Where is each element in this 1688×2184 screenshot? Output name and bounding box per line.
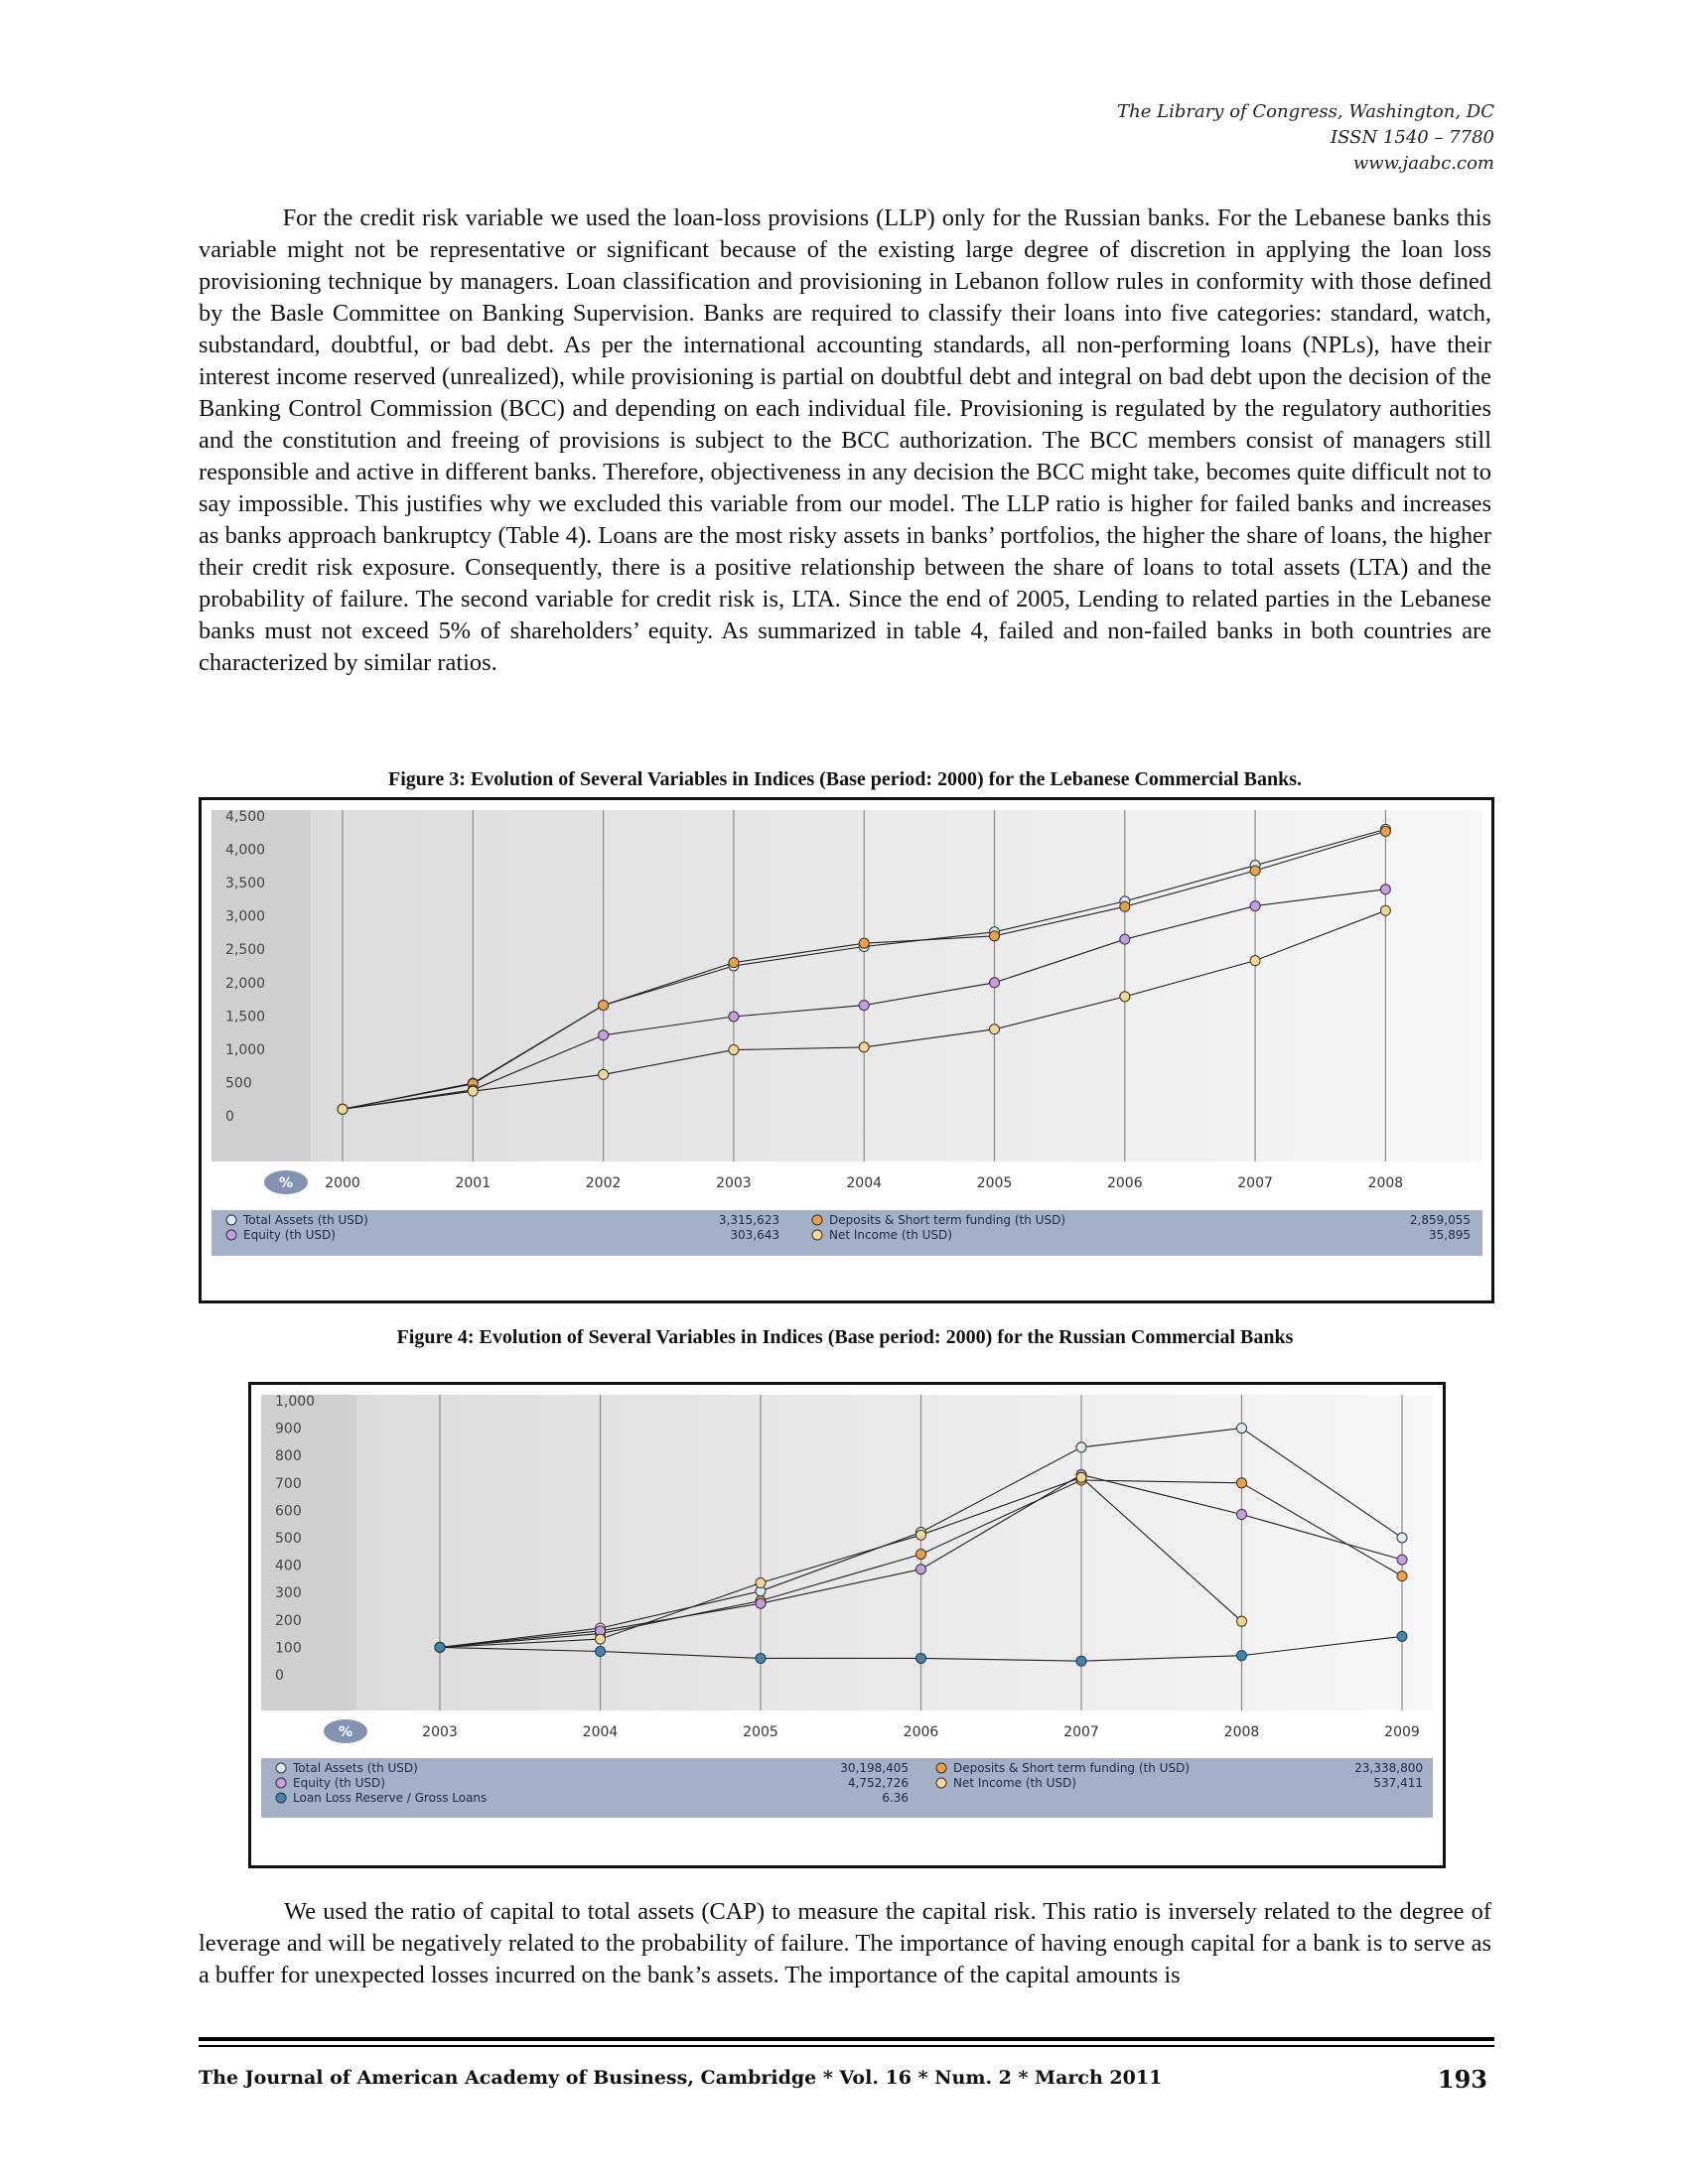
x-tick-label: 2002 bbox=[585, 1175, 622, 1191]
data-point-1 bbox=[859, 938, 869, 948]
journal-masthead bbox=[1117, 99, 1494, 177]
data-point-4 bbox=[1397, 1631, 1407, 1641]
figure-4-chart-frame bbox=[248, 1382, 1446, 1868]
data-point-3 bbox=[859, 1042, 869, 1052]
legend-value-3: 35,895 bbox=[1429, 1228, 1471, 1242]
legend-value-4: 6.36 bbox=[882, 1791, 909, 1805]
legend-label-2: Equity (th USD) bbox=[243, 1228, 336, 1242]
legend-swatch-0 bbox=[276, 1763, 286, 1773]
footer-rule-thin bbox=[199, 2045, 1494, 2047]
y-tick-label: 600 bbox=[275, 1503, 302, 1520]
figure-3-chart-frame bbox=[199, 797, 1494, 1303]
legend-swatch-3 bbox=[936, 1778, 946, 1788]
data-point-3 bbox=[1237, 1616, 1247, 1626]
x-tick-label: 2008 bbox=[1223, 1724, 1260, 1740]
x-tick-label: 2004 bbox=[582, 1724, 619, 1740]
data-point-3 bbox=[596, 1634, 606, 1644]
page-footer bbox=[199, 2065, 1487, 2094]
data-point-3 bbox=[916, 1530, 926, 1540]
legend-value-2: 4,752,726 bbox=[847, 1776, 909, 1790]
y-tick-label: 300 bbox=[275, 1585, 302, 1602]
y-tick-label: 100 bbox=[275, 1640, 302, 1657]
y-tick-label: 2,000 bbox=[225, 975, 266, 992]
legend-label-1: Deposits & Short term funding (th USD) bbox=[953, 1761, 1190, 1775]
legend-swatch-1 bbox=[812, 1215, 822, 1225]
data-point-3 bbox=[1250, 956, 1260, 966]
data-point-3 bbox=[729, 1045, 739, 1055]
page-number: 193 bbox=[1437, 2065, 1487, 2094]
y-tick-label: 0 bbox=[225, 1109, 234, 1125]
footer-rule-thick bbox=[199, 2037, 1494, 2041]
data-point-4 bbox=[596, 1647, 606, 1657]
x-tick-label: 2003 bbox=[716, 1175, 752, 1191]
y-tick-label: 0 bbox=[275, 1668, 284, 1684]
y-tick-label: 1,000 bbox=[225, 1041, 266, 1058]
data-point-2 bbox=[729, 1012, 739, 1022]
data-point-2 bbox=[1250, 901, 1260, 911]
x-tick-label: 2005 bbox=[743, 1724, 778, 1740]
x-tick-label: 2001 bbox=[455, 1175, 492, 1191]
y-tick-label: 4,000 bbox=[225, 842, 266, 859]
x-tick-label: 2008 bbox=[1367, 1175, 1404, 1191]
legend-swatch-0 bbox=[226, 1215, 236, 1225]
unit-badge-label: % bbox=[338, 1724, 353, 1740]
legend-label-0: Total Assets (th USD) bbox=[293, 1761, 418, 1775]
x-tick-label: 2009 bbox=[1384, 1724, 1420, 1740]
y-tick-label: 4,500 bbox=[225, 809, 266, 825]
data-point-2 bbox=[756, 1598, 766, 1608]
data-point-1 bbox=[729, 958, 739, 968]
legend-label-3: Net Income (th USD) bbox=[953, 1776, 1076, 1790]
legend-value-0: 30,198,405 bbox=[840, 1761, 909, 1775]
data-point-1 bbox=[1397, 1571, 1407, 1581]
legend-swatch-2 bbox=[226, 1230, 236, 1240]
legend-swatch-1 bbox=[936, 1763, 946, 1773]
y-tick-label: 3,000 bbox=[225, 908, 266, 925]
data-point-2 bbox=[1237, 1510, 1247, 1520]
data-point-3 bbox=[990, 1024, 1000, 1034]
data-point-3 bbox=[1380, 905, 1390, 915]
x-tick-label: 2004 bbox=[846, 1175, 883, 1191]
y-tick-label: 3,500 bbox=[225, 876, 266, 892]
data-point-4 bbox=[1076, 1656, 1086, 1666]
y-tick-label: 2,500 bbox=[225, 942, 266, 959]
data-point-1 bbox=[1237, 1478, 1247, 1488]
y-tick-label: 1,500 bbox=[225, 1009, 266, 1025]
legend-label-0: Total Assets (th USD) bbox=[243, 1213, 368, 1227]
figure-3-caption: Figure 3: Evolution of Several Variables in Indices (Base period: 2000) for the Lebanese Commercial Banks. bbox=[388, 768, 1302, 790]
data-point-3 bbox=[1076, 1472, 1086, 1482]
data-point-0 bbox=[1076, 1442, 1086, 1452]
legend-swatch-3 bbox=[812, 1230, 822, 1240]
figure-3-chart bbox=[202, 800, 1491, 1300]
y-tick-label: 900 bbox=[275, 1421, 302, 1437]
unit-badge-label: % bbox=[278, 1175, 294, 1191]
data-point-4 bbox=[916, 1653, 926, 1663]
masthead-line-3: www.jaabc.com bbox=[1352, 153, 1494, 174]
body-paragraph-1: For the credit risk variable we used the loan-loss provisions (LLP) only for the Russian banks. For the Lebanese banks this variable might not be representative or significant because of the existing large degree of discretion in applying the loan loss provisioning technique by managers. Loan classification and provisioning in Lebanon follow rules in conformity with those defined by the Basle Committee on Banking Supervision. Banks are required to classify their loans into five categories: standard, watch, substandard, doubtful, or bad debt. As per the international accounting standards, all non-performing loans (NPLs), have their interest income reserved (unrealized), while provisioning is partial on doubtful debt and integral on bad debt upon the decision of the Banking Control Commission (BCC) and depending on each individual file. Provisioning is regulated by the regulatory authorities and the constitution and freeing of provisions is subject to the BCC authorization. The BCC members consist of managers still responsible and active in different banks. Therefore, objectiveness in any decision the BCC might take, becomes quite difficult not to say impossible. This justifies why we excluded this variable from our model. The LLP ratio is higher for failed banks and increases as banks approach bankruptcy (Table 4). Loans are the most risky assets in banks’ portfolios, the higher the share of loans, the higher their credit risk exposure. Consequently, there is a positive relationship between the share of loans to total assets (LTA) and the probability of failure. The second variable for credit risk is, LTA. Since the end of 2005, Lending to related parties in the Lebanese banks must not exceed 5% of shareholders’ equity. As summarized in table 4, failed and non-failed banks in both countries are characterized by similar ratios. bbox=[199, 205, 1491, 676]
data-point-2 bbox=[916, 1565, 926, 1574]
data-point-4 bbox=[435, 1642, 445, 1652]
legend-label-3: Net Income (th USD) bbox=[829, 1228, 952, 1242]
legend-swatch-4 bbox=[276, 1793, 286, 1803]
legend-value-0: 3,315,623 bbox=[718, 1213, 779, 1227]
data-point-1 bbox=[1120, 901, 1130, 911]
data-point-0 bbox=[1237, 1424, 1247, 1433]
data-point-3 bbox=[599, 1069, 609, 1079]
x-tick-label: 2006 bbox=[903, 1724, 939, 1740]
figure-4-chart bbox=[251, 1385, 1443, 1865]
masthead-line-1: The Library of Congress, Washington, DC bbox=[1117, 101, 1494, 122]
data-point-4 bbox=[1237, 1651, 1247, 1661]
legend-label-2: Equity (th USD) bbox=[293, 1776, 385, 1790]
y-tick-label: 500 bbox=[225, 1075, 252, 1092]
legend-value-1: 23,338,800 bbox=[1354, 1761, 1423, 1775]
legend-value-2: 303,643 bbox=[730, 1228, 779, 1242]
x-tick-label: 2003 bbox=[422, 1724, 458, 1740]
y-tick-label: 800 bbox=[275, 1448, 302, 1465]
data-point-1 bbox=[1380, 826, 1390, 836]
y-tick-label: 700 bbox=[275, 1475, 302, 1492]
data-point-1 bbox=[916, 1550, 926, 1560]
data-point-3 bbox=[756, 1578, 766, 1588]
figure-4-caption: Figure 4: Evolution of Several Variables in Indices (Base period: 2000) for the Russian Commercial Banks bbox=[396, 1326, 1294, 1348]
legend-label-4: Loan Loss Reserve / Gross Loans bbox=[293, 1791, 488, 1805]
y-tick-label: 200 bbox=[275, 1612, 302, 1629]
data-point-3 bbox=[338, 1104, 348, 1114]
data-point-0 bbox=[1397, 1533, 1407, 1543]
masthead-line-2: ISSN 1540 – 7780 bbox=[1331, 127, 1494, 148]
legend-value-3: 537,411 bbox=[1373, 1776, 1423, 1790]
y-tick-label: 400 bbox=[275, 1558, 302, 1574]
legend-label-1: Deposits & Short term funding (th USD) bbox=[829, 1213, 1065, 1227]
data-point-3 bbox=[1120, 992, 1130, 1002]
x-tick-label: 2007 bbox=[1063, 1724, 1099, 1740]
data-point-1 bbox=[990, 931, 1000, 941]
data-point-4 bbox=[756, 1653, 766, 1663]
data-point-2 bbox=[859, 1001, 869, 1011]
y-axis-panel bbox=[261, 1395, 356, 1710]
data-point-2 bbox=[1380, 885, 1390, 894]
data-point-2 bbox=[599, 1030, 609, 1040]
x-tick-label: 2006 bbox=[1106, 1175, 1143, 1191]
legend-value-1: 2,859,055 bbox=[1409, 1213, 1471, 1227]
data-point-2 bbox=[990, 978, 1000, 988]
body-paragraph-2: We used the ratio of capital to total assets (CAP) to measure the capital risk. This ratio is inversely related to the degree of leverage and will be negatively related to the probability of failure. The importance of having enough capital for a bank is to serve as a buffer for unexpected losses incurred on the bank’s assets. The importance of the capital amounts is bbox=[199, 1898, 1491, 1988]
data-point-3 bbox=[468, 1086, 478, 1096]
legend-swatch-2 bbox=[276, 1778, 286, 1788]
x-tick-label: 2000 bbox=[325, 1175, 360, 1191]
y-tick-label: 500 bbox=[275, 1531, 302, 1547]
data-point-2 bbox=[1120, 934, 1130, 944]
plot-area bbox=[311, 810, 1482, 1161]
y-tick-label: 1,000 bbox=[275, 1394, 316, 1410]
x-tick-label: 2007 bbox=[1237, 1175, 1273, 1191]
data-point-1 bbox=[1250, 866, 1260, 876]
data-point-1 bbox=[599, 1001, 609, 1011]
x-tick-label: 2005 bbox=[976, 1175, 1013, 1191]
plot-area bbox=[356, 1395, 1433, 1710]
footer-journal-citation: The Journal of American Academy of Business, Cambridge * Vol. 16 * Num. 2 * March 2011 bbox=[199, 2067, 1163, 2089]
data-point-2 bbox=[1397, 1555, 1407, 1565]
